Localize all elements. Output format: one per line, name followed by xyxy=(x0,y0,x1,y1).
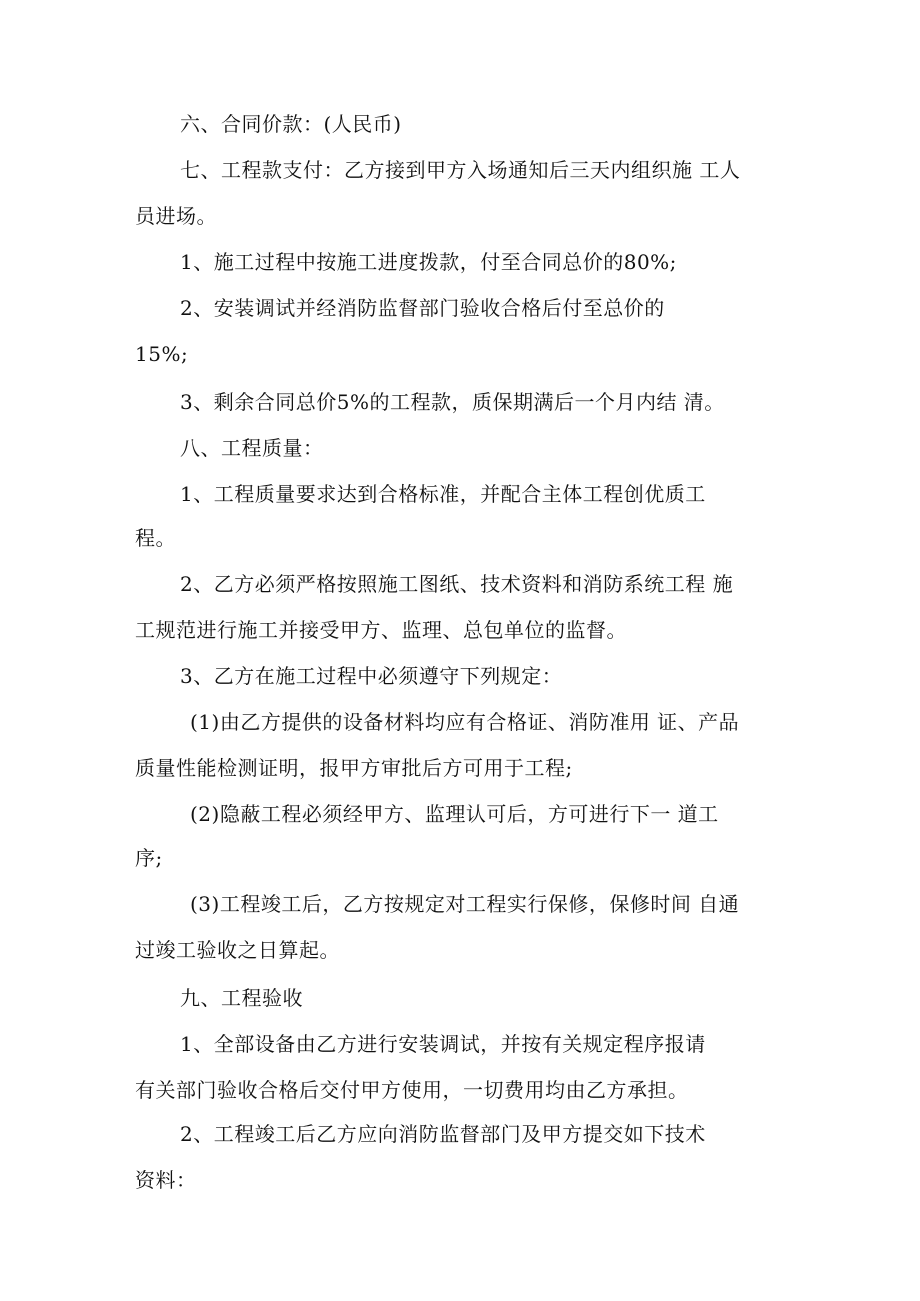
quality-item-2: 2、乙方必须严格按照施工图纸、技术资料和消防系统工程 施 xyxy=(180,572,734,596)
paragraph-line: 质量性能检测证明，报甲方审批后方可用于工程; xyxy=(135,756,573,780)
rule-item-3: (3)工程竣工后，乙方按规定对工程实行保修，保修时间 自通 xyxy=(190,892,740,916)
section-heading-acceptance: 九、工程验收 xyxy=(180,986,303,1010)
payment-item-2: 2、安装调试并经消防监督部门验收合格后付至总价的 xyxy=(180,296,665,320)
paragraph-line: 有关部门验收合格后交付甲方使用，一切费用均由乙方承担。 xyxy=(135,1078,689,1102)
rule-item-2: (2)隐蔽工程必须经甲方、监理认可后，方可进行下一 道工 xyxy=(190,802,719,826)
section-heading-payment: 七、工程款支付：乙方接到甲方入场通知后三天内组织施 工人 xyxy=(180,158,741,182)
section-heading-contract-price: 六、合同价款：(人民币) xyxy=(180,112,402,136)
rule-item-1: (1)由乙方提供的设备材料均应有合格证、消防准用 证、产品 xyxy=(190,710,740,734)
payment-item-1: 1、施工过程中按施工进度拨款，付至合同总价的80%; xyxy=(180,250,677,274)
paragraph-line: 程。 xyxy=(135,526,176,550)
paragraph-line: 过竣工验收之日算起。 xyxy=(135,938,340,962)
section-heading-quality: 八、工程质量： xyxy=(180,436,324,460)
quality-item-1: 1、工程质量要求达到合格标准，并配合主体工程创优质工 xyxy=(180,482,706,506)
quality-item-3: 3、乙方在施工过程中必须遵守下列规定： xyxy=(180,664,563,688)
payment-item-3: 3、剩余合同总价5%的工程款，质保期满后一个月内结 清。 xyxy=(180,390,725,414)
acceptance-item-1: 1、全部设备由乙方进行安装调试，并按有关规定程序报请 xyxy=(180,1032,706,1056)
acceptance-item-2: 2、工程竣工后乙方应向消防监督部门及甲方提交如下技术 xyxy=(180,1122,706,1146)
paragraph-line: 工规范进行施工并接受甲方、监理、总包单位的监督。 xyxy=(135,618,627,642)
paragraph-line: 员进场。 xyxy=(135,204,217,228)
paragraph-line: 资料： xyxy=(135,1168,197,1192)
paragraph-line: 序; xyxy=(135,846,163,870)
paragraph-line: 15%; xyxy=(135,342,189,366)
